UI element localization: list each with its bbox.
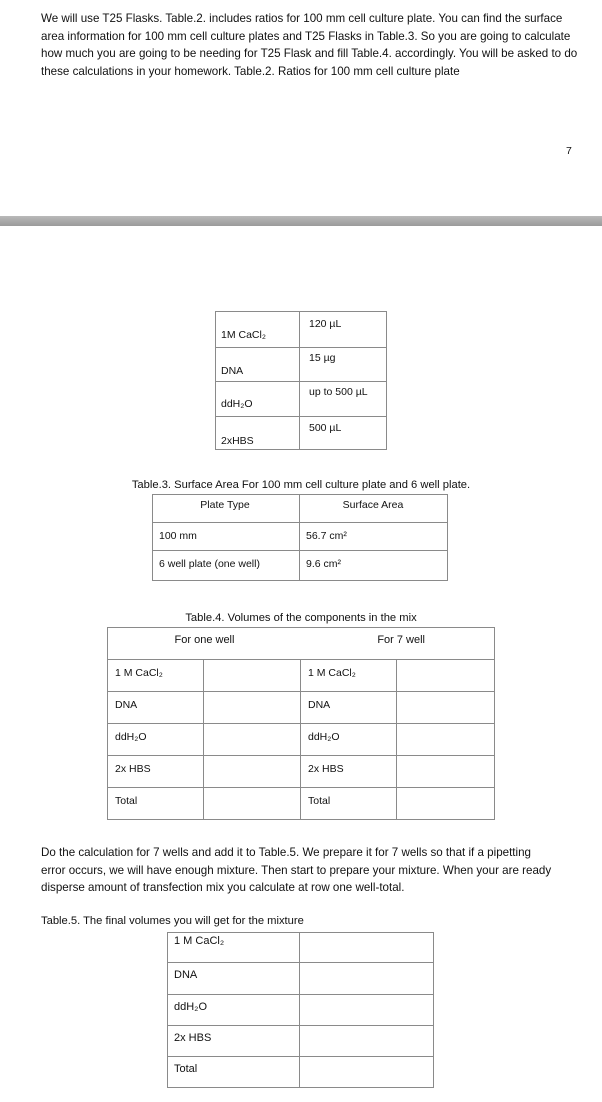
table-row [108, 628, 495, 660]
table-header-cell [108, 628, 495, 660]
table2-component: 1M CaCl₂ [221, 329, 266, 341]
table-cell [216, 417, 300, 450]
table-cell [300, 382, 387, 417]
table3-area: 56.7 cm² [306, 530, 347, 542]
table2-component: DNA [221, 365, 244, 377]
table-cell [108, 724, 204, 756]
instructions-paragraph: Do the calculation for 7 wells and add it to Table.5. We prepare it for 7 wells so that if a pipetting error occurs, we will have enough mixture. Then start to prepare your mixture. When your are ready disperse amount of transfection mix you calculate at row one well-total. [41, 846, 552, 895]
table-cell [153, 551, 300, 581]
table3-caption: Table.3. Surface Area For 100 mm cell culture plate and 6 well plate. [131, 479, 471, 491]
table-row [108, 724, 495, 756]
table4-left-component: DNA [115, 699, 138, 711]
table-row [168, 1057, 434, 1088]
table-row [153, 495, 448, 523]
table-row [168, 933, 434, 963]
table-cell [300, 417, 387, 450]
table4-left-component: 2x HBS [115, 763, 151, 775]
table3-plate: 100 mm [159, 530, 197, 542]
table3-plate: 6 well plate (one well) [159, 558, 260, 570]
table-cell [300, 995, 434, 1026]
table-cell [300, 551, 448, 581]
table4-left-component: 1 M CaCl₂ [115, 667, 163, 679]
table4-right-component: 1 M CaCl₂ [308, 667, 356, 679]
table4-right-component: ddH₂O [308, 731, 340, 743]
table-cell [108, 756, 204, 788]
table4-header-one-well: For one well [174, 634, 235, 646]
table-row [108, 660, 495, 692]
table-cell [301, 756, 397, 788]
table-4 [107, 627, 495, 820]
table4-left-component: ddH₂O [115, 731, 147, 743]
table-5 [167, 932, 434, 1088]
table-cell [301, 788, 397, 820]
table4-right-component: 2x HBS [308, 763, 344, 775]
table3-header-plate-type: Plate Type [200, 499, 250, 511]
table-cell [108, 788, 204, 820]
table-cell [168, 1057, 300, 1088]
table4-caption: Table.4. Volumes of the components in the mix [185, 612, 417, 624]
table-cell [301, 692, 397, 724]
table-cell [168, 933, 300, 963]
table-cell [168, 963, 300, 995]
table5-component: DNA [174, 969, 198, 981]
table5-component: Total [174, 1063, 198, 1075]
table2-amount: 120 µL [309, 318, 342, 330]
table-row [216, 312, 387, 348]
table4-left-component: Total [115, 795, 138, 807]
table-cell [300, 1026, 434, 1057]
intro-paragraph: We will use T25 Flasks. Table.2. includes ratios for 100 mm cell culture plate. You can find the surface area information for 100 mm cell culture plates and T25 Flasks in Table.3. So you are going to calculate how much you are going to be needing for T25 Flask and fill Table.4. accordingly. You will be asked to do these calculations in your homework. Table.2. Ratios for 100 mm cell culture plate [41, 12, 578, 78]
table-cell [300, 312, 387, 348]
table2-component: ddH₂O [221, 398, 253, 410]
table-row [168, 995, 434, 1026]
table-cell [216, 382, 300, 417]
table5-component: 1 M CaCl₂ [174, 935, 225, 947]
table-cell [300, 1057, 434, 1088]
table-cell [108, 692, 204, 724]
table2-amount: up to 500 µL [309, 386, 368, 398]
table-cell [153, 495, 300, 523]
table5-component: ddH₂O [174, 1001, 208, 1013]
table-cell [204, 660, 301, 692]
page-divider [0, 216, 602, 226]
table-cell [397, 660, 495, 692]
table-cell [300, 348, 387, 382]
table5-caption: Table.5. The final volumes you will get for the mixture [41, 915, 304, 927]
table-cell [397, 692, 495, 724]
page-number: 7 [566, 145, 572, 157]
table4-right-component: DNA [308, 699, 331, 711]
table-cell [168, 995, 300, 1026]
table-row [168, 963, 434, 995]
table-row [108, 788, 495, 820]
table4-right-component: Total [308, 795, 331, 807]
table2-component: 2xHBS [221, 435, 254, 447]
table-row [153, 551, 448, 581]
table-cell [300, 523, 448, 551]
table-cell [397, 724, 495, 756]
table-cell [397, 756, 495, 788]
table-cell [301, 660, 397, 692]
table-2 [215, 311, 387, 450]
table-cell [301, 724, 397, 756]
table-row [108, 756, 495, 788]
table3-header-surface-area: Surface Area [342, 499, 404, 511]
table-cell [300, 933, 434, 963]
table-cell [204, 756, 301, 788]
table-cell [216, 312, 300, 348]
table-cell [216, 348, 300, 382]
table-cell [204, 788, 301, 820]
table4-header-seven-well-label: For 7 well [377, 634, 425, 646]
table-3 [152, 494, 448, 581]
table-cell [204, 724, 301, 756]
table4-header-seven-well [301, 634, 495, 646]
table-row [108, 692, 495, 724]
table-row [216, 417, 387, 450]
table-cell [397, 788, 495, 820]
table-cell [300, 495, 448, 523]
table-row [168, 1026, 434, 1057]
table2-amount: 500 µL [309, 422, 342, 434]
table-cell [153, 523, 300, 551]
table3-area: 9.6 cm² [306, 558, 342, 570]
table2-amount: 15 µg [309, 352, 336, 364]
table5-component: 2x HBS [174, 1032, 212, 1044]
table-row [216, 382, 387, 417]
table-cell [300, 963, 434, 995]
table-cell [168, 1026, 300, 1057]
table-cell [108, 660, 204, 692]
table-cell [204, 692, 301, 724]
table-row [153, 523, 448, 551]
table-row [216, 348, 387, 382]
